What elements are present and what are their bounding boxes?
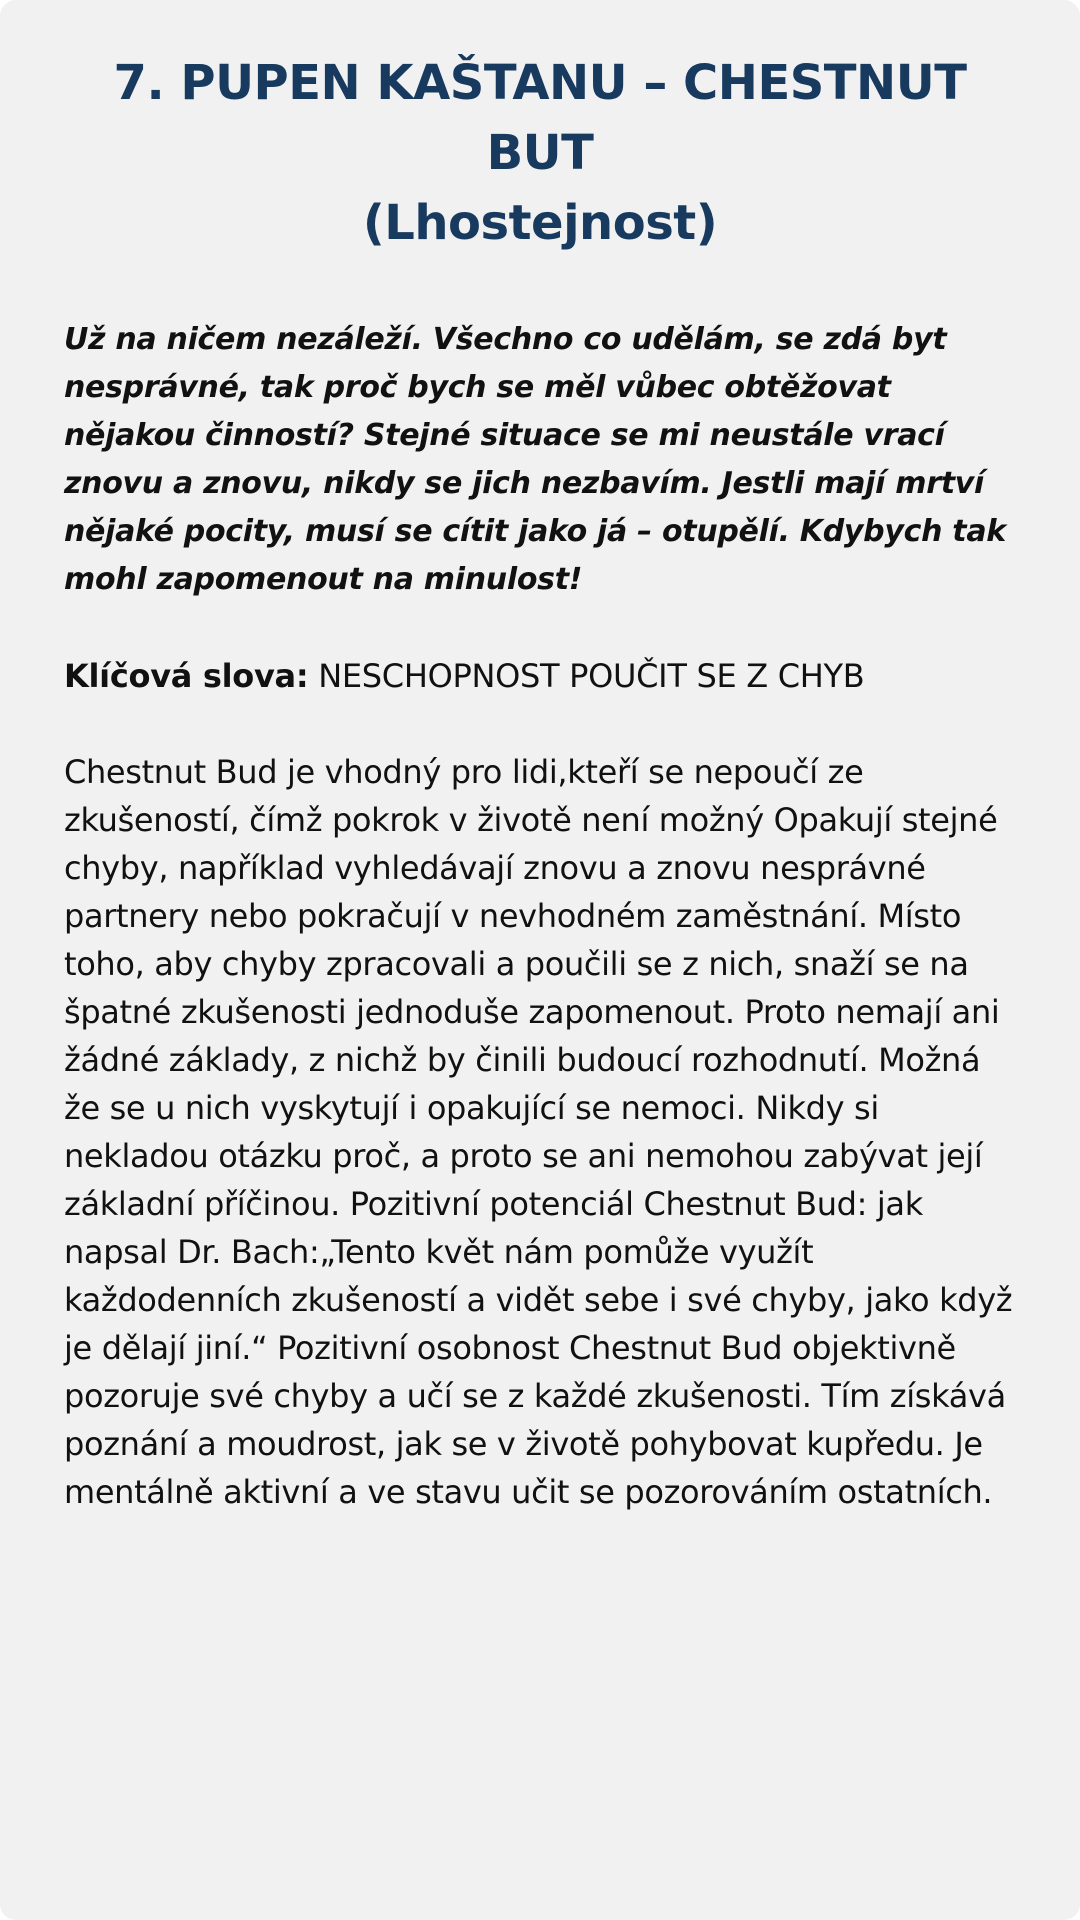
title-line-2: (Lhostejnost)	[362, 195, 718, 251]
title-line-1: 7. PUPEN KAŠTANU – CHESTNUT BUT	[113, 55, 967, 181]
keywords-label: Klíčová slova:	[64, 657, 309, 695]
page-title	[64, 48, 1016, 258]
keywords-value: NESCHOPNOST POUČIT SE Z CHYB	[308, 657, 865, 695]
keywords-line	[64, 652, 1016, 700]
quote-paragraph: Už na ničem nezáleží. Všechno co udělám, se zdá byt nesprávné, tak proč bych se měl vůbec obtěžovat nějakou činností? Stejné situace se mi neustále vrací znovu a znovu, nikdy se jich nezbavím. Jestli mají mrtví nějaké pocity, musí se cítit jako já – otupělí. Kdybych tak mohl zapomenout na minulost!	[64, 322, 1006, 597]
description-paragraph: Chestnut Bud je vhodný pro lidi,kteří se nepoučí ze zkušeností, čímž pokrok v životě není možný Opakují stejné chyby, například vyhledávají znovu a znovu nesprávné partnery nebo pokračují v nevhodném zaměstnání. Místo toho, aby chyby zpracovali a poučili se z nich, snaží se na špatné zkušenosti jednoduše zapomenout. Proto nemají ani žádné základy, z nichž by činili budoucí rozhodnutí. Možná že se u nich vyskytují i opakující se nemoci. Nikdy si nekladou otázku proč, a proto se ani nemohou zabývat její základní příčinou. Pozitivní potenciál Chestnut Bud: jak napsal Dr. Bach:„Tento květ nám pomůže využít každodenních zkušeností a vidět sebe i své chyby, jako když je dělají jiní.“ Pozitivní osobnost Chestnut Bud objektivně pozoruje své chyby a učí se z každé zkušenosti. Tím získává poznání a moudrost, jak se v životě pohybovat kupředu. Je mentálně aktivní a ve stavu učit se pozorováním ostatních.	[64, 753, 1013, 1511]
